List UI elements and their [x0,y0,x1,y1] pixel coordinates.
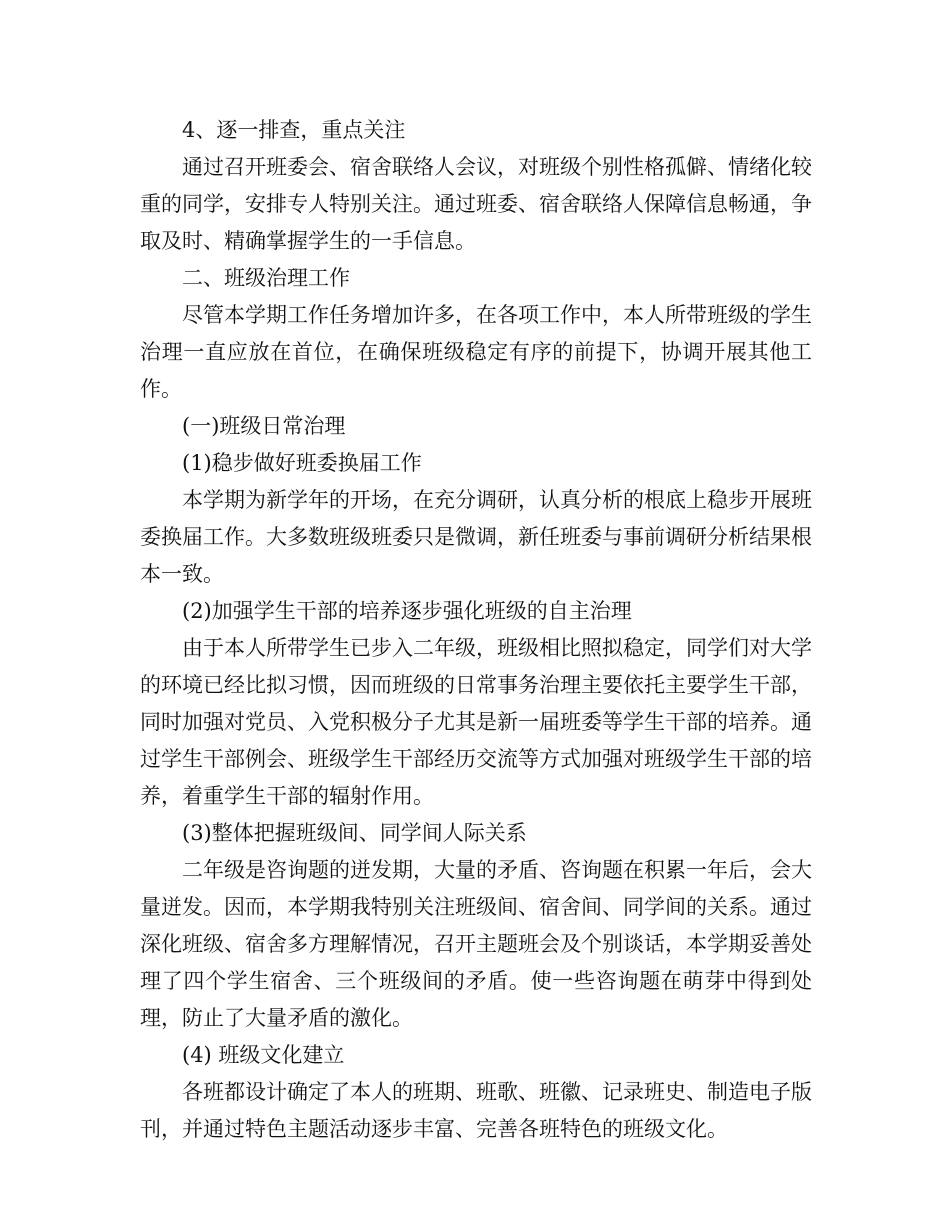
paragraph-management-intro: 尽管本学期工作任务增加许多，在各项工作中，本人所带班级的学生治理一直应放在首位，在确保班级稳定有序的前提下，协调开展其他工作。 [140,303,812,401]
paragraph-cadre-training: 由于本人所带学生已步入二年级，班级相比照拟稳定，同学们对大学的环境已经比拟习惯，因而班级的日常事务治理主要依托主要学生干部，同时加强对党员、入党积极分子尤其是新一届班委等学生干部的培养。通过学生干部例会、班级学生干部经历交流等方式加强对班级学生干部的培养，着重学生干部的辐射作用。 [140,636,812,808]
item-heading-2: (2)加强学生干部的培养逐步强化班级的自主治理 [182,599,632,623]
section-heading-2: 二、班级治理工作 [182,266,350,290]
item-heading-1: (1)稳步做好班委换届工作 [182,451,422,475]
subheading-4: 4、逐一排查，重点关注 [182,118,406,142]
paragraph-class-culture: 各班都设计确定了本人的班期、班歌、班徽、记录班史、制造电子版刊，并通过特色主题活动逐步丰富、完善各班特色的班级文化。 [140,1080,812,1141]
item-heading-4: (4) 班级文化建立 [182,1043,345,1067]
paragraph-committee-election: 本学期为新学年的开场，在充分调研，认真分析的根底上稳步开展班委换届工作。大多数班级班委只是微调，新任班委与事前调研分析结果根本一致。 [140,488,812,586]
paragraph-investigation: 通过召开班委会、宿舍联络人会议，对班级个别性格孤僻、情绪化较重的同学，安排专人特别关注。通过班委、宿舍联络人保障信息畅通，争取及时、精确掌握学生的一手信息。 [140,155,812,253]
document-body [140,112,812,1148]
item-heading-3: (3)整体把握班级间、同学间人际关系 [182,821,527,845]
subsection-heading-1: (一)班级日常治理 [182,414,346,438]
paragraph-relationships: 二年级是咨询题的迸发期，大量的矛盾、咨询题在积累一年后，会大量迸发。因而，本学期我特别关注班级间、宿舍间、同学间的关系。通过深化班级、宿舍多方理解情况，召开主题班会及个别谈话，本学期妥善处理了四个学生宿舍、三个班级间的矛盾。使一些咨询题在萌芽中得到处理，防止了大量矛盾的激化。 [140,858,812,1030]
